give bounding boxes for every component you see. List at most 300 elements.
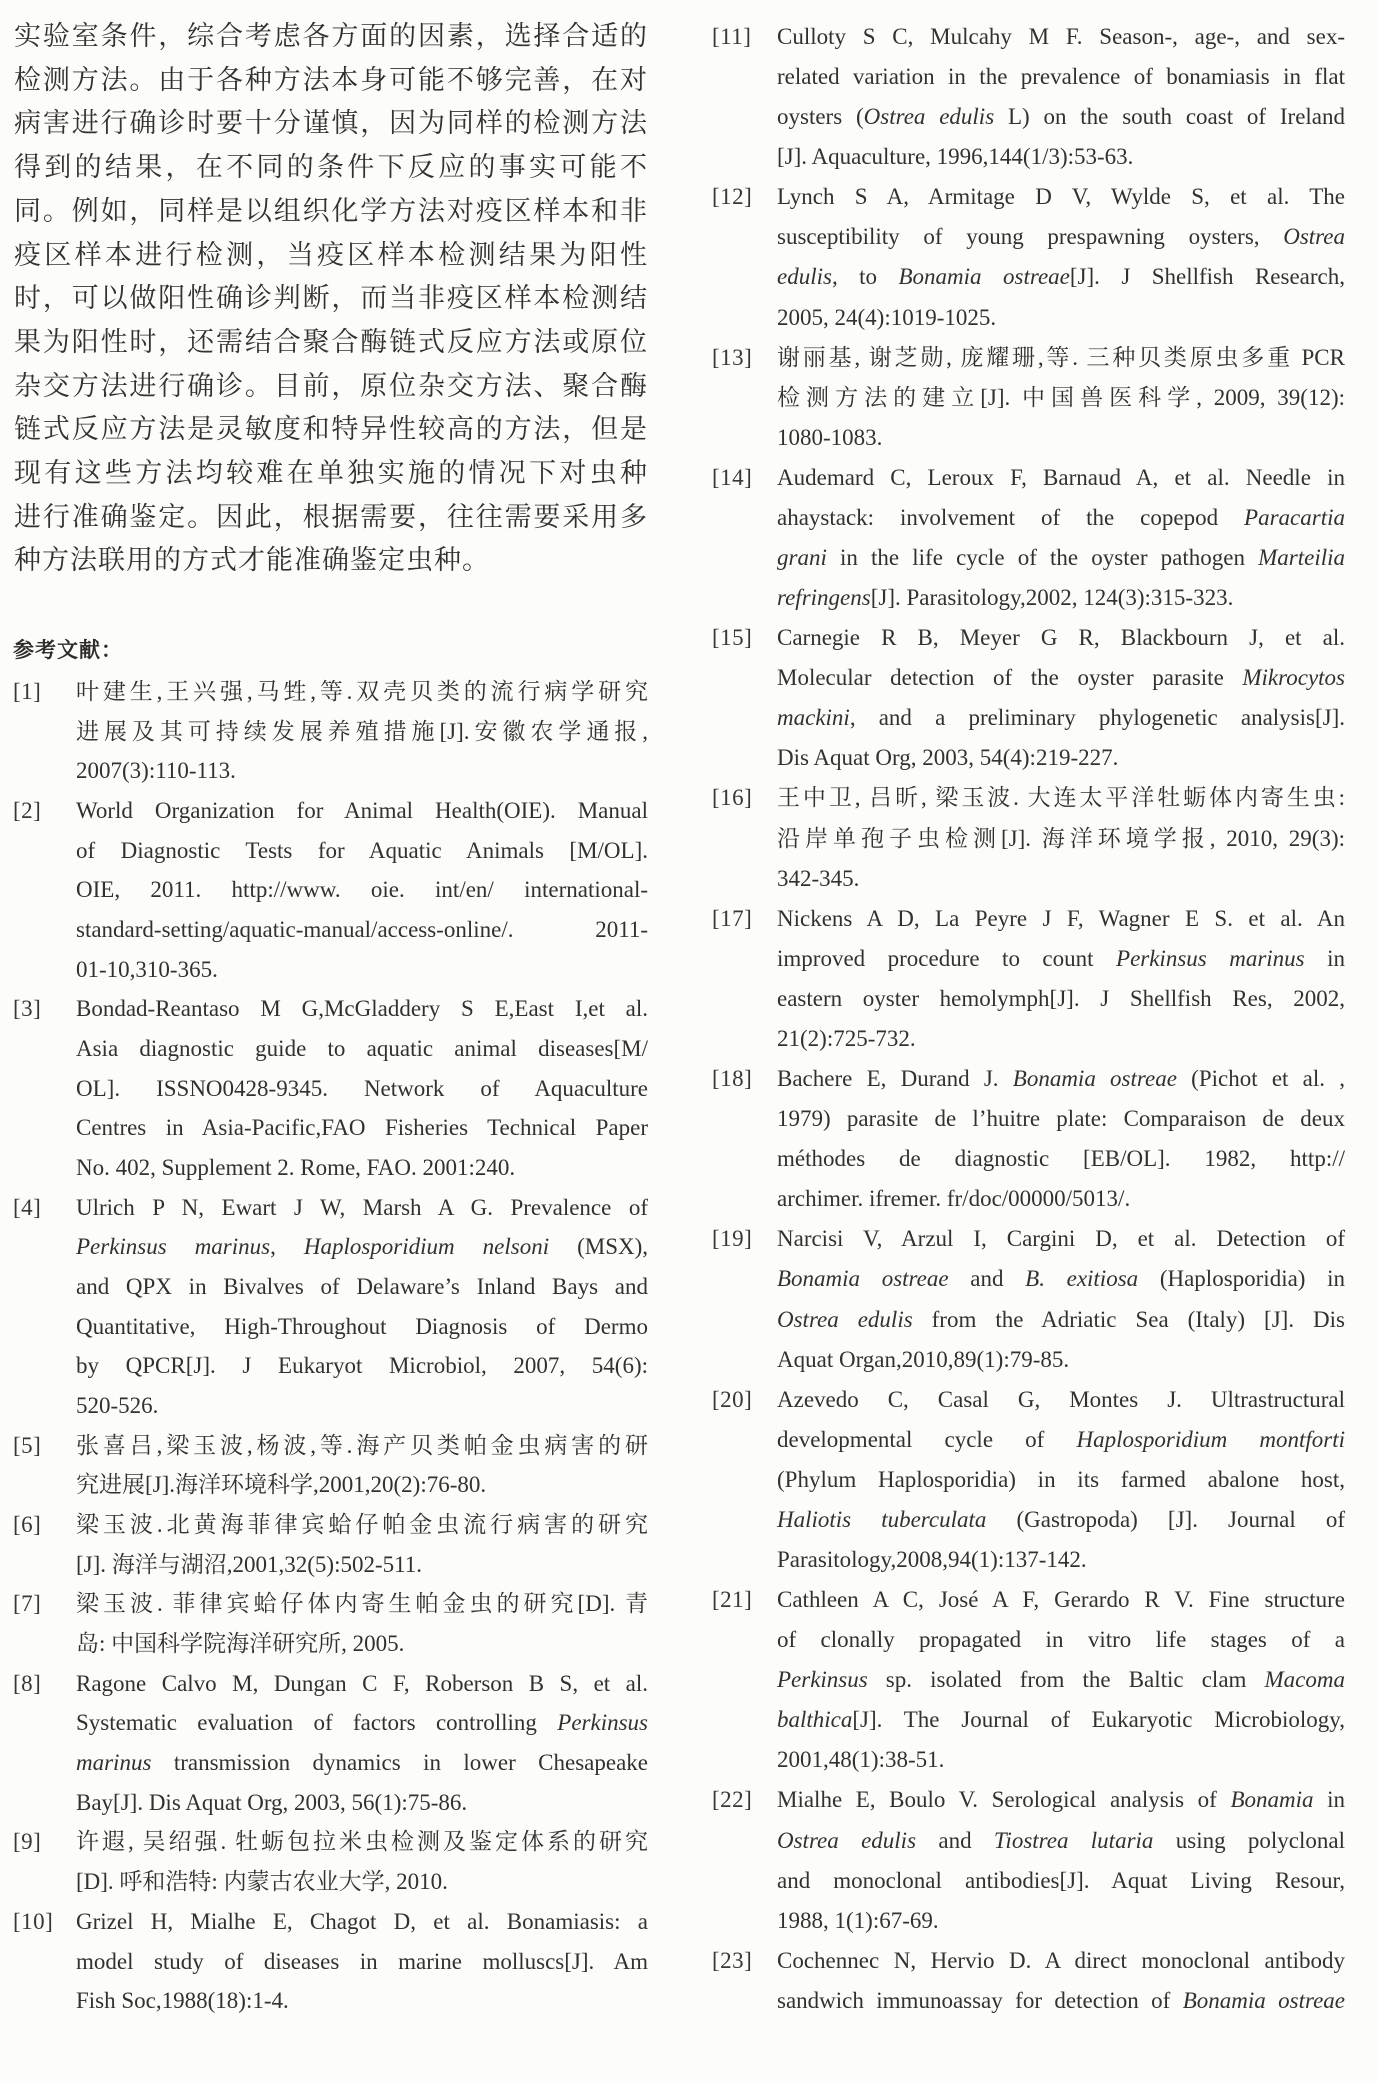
reference-line — [777, 738, 1345, 778]
reference-line — [777, 1420, 1345, 1460]
reference-line — [76, 1664, 648, 1704]
reference-entry — [712, 1580, 1345, 1780]
reference-line — [777, 698, 1345, 738]
reference-entry — [13, 1505, 648, 1584]
text-run: 张喜吕,梁玉波,杨波,等.海产贝类帕金虫病害的研 — [76, 1432, 648, 1458]
reference-line — [777, 458, 1345, 498]
reference-line — [76, 1545, 648, 1585]
reference-line — [76, 831, 648, 871]
italic-taxon-name: refringens — [777, 585, 871, 611]
text-run: and QPX in Bivalves of Delaware’s Inland Bays and — [76, 1274, 648, 1300]
text-run: Azevedo C, Casal G, Montes J. Ultrastructural — [777, 1386, 1345, 1412]
reference-line — [777, 298, 1345, 338]
reference-entry — [13, 1584, 648, 1663]
text-run: Bondad-Reantaso M G,McGladdery S E,East I,et al. — [76, 996, 648, 1022]
text-run: Cathleen A C, José A F, Gerardo R V. Fine structure — [777, 1587, 1345, 1613]
text-run: 检测方法的建立[J]. 中国兽医科学, 2009, 39(12): — [777, 384, 1345, 410]
reference-number: [7] — [13, 1591, 42, 1617]
reference-line — [76, 1942, 648, 1982]
text-run: Centres in Asia-Pacific,FAO Fisheries Technical Paper — [76, 1115, 648, 1141]
reference-line — [76, 1108, 648, 1148]
reference-line — [777, 859, 1345, 899]
reference-line — [777, 217, 1345, 257]
reference-number: [3] — [13, 996, 42, 1022]
reference-line — [76, 751, 648, 791]
text-run: 果为阳性时，还需结合聚合酶链式反应方法或原位 — [14, 326, 648, 358]
text-run: Fish Soc,1988(18):1-4. — [76, 1988, 289, 2014]
reference-line — [76, 791, 648, 831]
reference-text — [76, 1822, 648, 1901]
reference-entry — [712, 458, 1345, 618]
text-run: [J]. Aquaculture, 1996,144(1/3):53-63. — [777, 144, 1134, 170]
reference-line — [777, 1901, 1345, 1941]
body-text-line — [14, 277, 648, 321]
text-run: 2007(3):110-113. — [76, 758, 236, 784]
text-run: 许遐, 吴绍强. 牡蛎包拉米虫检测及鉴定体系的研究 — [76, 1829, 648, 1855]
italic-taxon-name: Tiostrea lutaria — [993, 1827, 1154, 1853]
reference-line — [76, 1188, 648, 1228]
text-run: 进行准确鉴定。因此，根据需要，往往需要采用多 — [14, 501, 648, 533]
reference-text — [777, 1059, 1345, 1219]
reference-line — [76, 1505, 648, 1545]
text-run: No. 402, Supplement 2. Rome, FAO. 2001:240. — [76, 1155, 516, 1181]
reference-text — [777, 1380, 1345, 1580]
reference-line — [777, 1780, 1345, 1820]
reference-text — [777, 17, 1345, 177]
reference-entry — [712, 618, 1345, 778]
reference-line — [777, 538, 1345, 578]
text-run: 岛: 中国科学院海洋研究所, 2005. — [76, 1631, 405, 1657]
italic-taxon-name: Ostrea edulis — [777, 1306, 913, 1332]
reference-line — [777, 498, 1345, 538]
reference-line — [777, 1019, 1345, 1059]
body-text-line — [14, 452, 648, 496]
text-run: Aquat Organ,2010,89(1):79-85. — [777, 1346, 1070, 1372]
reference-number: [20] — [712, 1386, 753, 1412]
body-text-line — [14, 321, 648, 365]
reference-entry — [13, 1426, 648, 1505]
reference-line — [777, 1540, 1345, 1580]
reference-line — [777, 57, 1345, 97]
text-run: 2005, 24(4):1019-1025. — [777, 304, 997, 330]
body-text-line — [14, 146, 648, 190]
text-run: 疫区样本进行检测，当疫区样本检测结果为阳性 — [14, 239, 648, 271]
reference-text — [76, 672, 648, 791]
reference-list-right-column — [712, 17, 1345, 2021]
text-run: [J]. Parasitology,2002, 124(3):315-323. — [870, 585, 1234, 611]
reference-entry — [13, 1902, 648, 2021]
reference-line — [777, 658, 1345, 698]
reference-line — [777, 899, 1345, 939]
reference-line — [777, 1259, 1345, 1299]
reference-text — [777, 1780, 1345, 1940]
reference-text — [777, 618, 1345, 778]
reference-text — [76, 1664, 648, 1823]
reference-line — [777, 979, 1345, 1019]
reference-text — [76, 1505, 648, 1584]
reference-text — [777, 1941, 1345, 2021]
reference-entry — [712, 1941, 1345, 2021]
text-run: 谢丽基, 谢芝勋, 庞耀珊,等. 三种贝类原虫多重 PCR — [777, 344, 1345, 370]
reference-entry — [712, 778, 1345, 898]
reference-text — [76, 1188, 648, 1426]
reference-line — [76, 1267, 648, 1307]
reference-line — [777, 97, 1345, 137]
reference-line — [777, 1300, 1345, 1340]
text-run: model study of diseases in marine molluscs[J]. Am — [76, 1948, 648, 1974]
italic-taxon-name: Haliotis tuberculata — [777, 1506, 987, 1532]
reference-line — [777, 1139, 1345, 1179]
reference-line — [76, 1386, 648, 1426]
text-run: (MSX), — [549, 1234, 649, 1260]
reference-text — [777, 177, 1345, 337]
italic-taxon-name: Bonamia ostreae — [898, 264, 1070, 290]
reference-line — [777, 1660, 1345, 1700]
text-run: Cochennec N, Hervio D. A direct monoclonal antibody — [777, 1947, 1345, 1973]
reference-line — [777, 1821, 1345, 1861]
reference-line — [777, 1059, 1345, 1099]
text-run: from the Adriatic Sea (Italy) [J]. Dis — [912, 1306, 1345, 1332]
text-run: and — [916, 1827, 994, 1853]
reference-line — [777, 1620, 1345, 1660]
body-text-line — [14, 539, 648, 583]
reference-line — [777, 1861, 1345, 1901]
reference-line — [777, 1981, 1345, 2021]
text-run: developmental cycle of — [777, 1426, 1077, 1452]
text-run: 时，可以做阳性确诊判断，而当非疫区样本检测结 — [14, 283, 648, 315]
reference-text — [777, 1580, 1345, 1780]
reference-line — [777, 1340, 1345, 1380]
reference-number: [5] — [13, 1432, 42, 1458]
italic-taxon-name: Paracartia — [1244, 504, 1345, 530]
text-run: [J]. J Shellfish Research, — [1069, 264, 1345, 290]
italic-taxon-name: Ostrea edulis — [777, 1827, 917, 1853]
reference-line — [76, 910, 648, 950]
reference-line — [76, 1346, 648, 1386]
reference-text — [777, 458, 1345, 618]
reference-line — [777, 1700, 1345, 1740]
text-run: Grizel H, Mialhe E, Chagot D, et al. Bonamiasis: a — [76, 1908, 648, 1934]
text-run: 得到的结果，在不同的条件下反应的事实可能不 — [14, 152, 648, 184]
text-run: Culloty S C, Mulcahy M F. Season-, age-, and sex- — [777, 24, 1345, 49]
reference-line — [777, 1500, 1345, 1540]
text-run: 王中卫, 吕昕, 梁玉波. 大连太平洋牡蛎体内寄生虫: — [777, 785, 1345, 811]
text-run: 520-526. — [76, 1393, 159, 1419]
reference-number: [11] — [712, 24, 752, 49]
body-text-line — [14, 15, 648, 59]
reference-text — [76, 1902, 648, 2021]
text-run: Quantitative, High-Throughout Diagnosis of Dermo — [76, 1313, 648, 1339]
text-run: Audemard C, Leroux F, Barnaud A, et al. Needle in — [777, 464, 1345, 490]
reference-entry — [13, 989, 648, 1187]
text-run: 究进展[J].海洋环境科学,2001,20(2):76-80. — [76, 1472, 487, 1498]
reference-line — [777, 378, 1345, 418]
reference-number: [16] — [712, 785, 753, 811]
text-run: Bay[J]. Dis Aquat Org, 2003, 56(1):75-86. — [76, 1789, 468, 1815]
reference-line — [777, 1099, 1345, 1139]
reference-number: [18] — [712, 1066, 753, 1092]
text-run: 1080-1083. — [777, 424, 883, 450]
body-paragraph — [14, 15, 648, 583]
text-run: 进展及其可持续发展养殖措施[J].安徽农学通报, — [76, 718, 648, 744]
text-run: Ulrich P N, Ewart J W, Marsh A G. Prevalence of — [76, 1194, 648, 1220]
text-run: [D]. 呼和浩特: 内蒙古农业大学, 2010. — [76, 1869, 448, 1895]
reference-entry — [712, 338, 1345, 458]
italic-taxon-name: Bonamia — [1230, 1787, 1314, 1813]
reference-line — [76, 1307, 648, 1347]
reference-number: [21] — [712, 1587, 753, 1613]
reference-entry — [13, 1664, 648, 1823]
text-run: Bachere E, Durand J. — [777, 1066, 1013, 1092]
text-run: , and a preliminary phylogenetic analysis[J]. — [849, 705, 1345, 731]
text-run: eastern oyster hemolymph[J]. J Shellfish Res, 2002, — [777, 985, 1345, 1011]
reference-line — [76, 1426, 648, 1466]
italic-taxon-name: Bonamia ostreae — [1012, 1066, 1177, 1092]
reference-text — [777, 899, 1345, 1059]
reference-number: [17] — [712, 905, 753, 931]
reference-entry — [712, 17, 1345, 177]
text-run: (Pichot et al. , — [1176, 1066, 1346, 1092]
reference-line — [777, 1380, 1345, 1420]
italic-taxon-name: B. exitiosa — [1025, 1266, 1139, 1292]
reference-text — [777, 778, 1345, 898]
reference-text — [76, 1426, 648, 1505]
body-text-line — [14, 408, 648, 452]
reference-number: [22] — [712, 1787, 753, 1813]
text-run: Ragone Calvo M, Dungan C F, Roberson B S, et al. — [76, 1670, 648, 1696]
reference-line — [777, 939, 1345, 979]
text-run: Dis Aquat Org, 2003, 54(4):219-227. — [777, 745, 1119, 771]
reference-number: [23] — [712, 1947, 753, 1973]
text-run: Parasitology,2008,94(1):137-142. — [777, 1546, 1087, 1572]
reference-number: [19] — [712, 1226, 753, 1252]
reference-number: [2] — [13, 798, 42, 824]
reference-entry — [712, 1780, 1345, 1940]
text-run: Mialhe E, Boulo V. Serological analysis of — [777, 1787, 1231, 1813]
italic-taxon-name: Mikrocytos — [1242, 665, 1345, 691]
text-run: improved procedure to count — [777, 945, 1117, 971]
reference-line — [777, 778, 1345, 818]
body-text-line — [14, 190, 648, 234]
text-run: Carnegie R B, Meyer G R, Blackbourn J, et al. — [777, 625, 1345, 651]
text-run: 杂交方法进行确诊。目前，原位杂交方法、聚合酶 — [14, 370, 648, 402]
reference-number: [8] — [13, 1670, 42, 1696]
reference-number: [1] — [13, 679, 42, 704]
reference-text — [777, 338, 1345, 458]
text-run: in — [1313, 1787, 1345, 1813]
italic-taxon-name: balthica — [777, 1707, 853, 1733]
reference-text — [777, 1219, 1345, 1379]
reference-entry — [712, 1380, 1345, 1580]
text-run: 梁玉波. 菲律宾蛤仔体内寄生帕金虫的研究[D]. 青 — [76, 1591, 648, 1617]
text-run: World Organization for Animal Health(OIE). Manual — [76, 798, 648, 824]
reference-number: [12] — [712, 184, 753, 210]
text-run: 21(2):725-732. — [777, 1025, 916, 1051]
text-run: 沿岸单孢子虫检测[J]. 海洋环境学报, 2010, 29(3): — [777, 825, 1345, 851]
text-run: related variation in the prevalence of bonamiasis in flat — [777, 64, 1345, 90]
italic-taxon-name: Haplosporidium montforti — [1076, 1426, 1345, 1452]
reference-list-left-column — [13, 672, 648, 2021]
text-run: susceptibility of young prespawning oysters, — [777, 224, 1284, 250]
text-run: sp. isolated from the Baltic clam — [867, 1667, 1265, 1693]
text-run: Lynch S A, Armitage D V, Wylde S, et al. The — [777, 184, 1345, 210]
text-run: 现有这些方法均较难在单独实施的情况下对虫种 — [14, 458, 648, 490]
reference-line — [76, 870, 648, 910]
text-run: 种方法联用的方式才能准确鉴定虫种。 — [14, 545, 490, 577]
body-text-line — [14, 234, 648, 278]
italic-taxon-name: Perkinsus marinus — [1116, 945, 1305, 971]
text-run: OL]. ISSNO0428-9345. Network of Aquaculture — [76, 1075, 648, 1101]
text-run: Nickens A D, La Peyre J F, Wagner E S. et al. An — [777, 905, 1345, 931]
text-run: archimer. ifremer. fr/doc/00000/5013/. — [777, 1186, 1131, 1212]
reference-line — [76, 1743, 648, 1783]
text-run: ahaystack: involvement of the copepod — [777, 504, 1245, 530]
reference-entry — [712, 177, 1345, 337]
text-run: , — [270, 1234, 304, 1260]
reference-line — [777, 1740, 1345, 1780]
reference-line — [76, 1069, 648, 1109]
italic-taxon-name: Perkinsus — [557, 1710, 648, 1736]
reference-line — [76, 1822, 648, 1862]
reference-line — [777, 1219, 1345, 1259]
reference-entry — [712, 1219, 1345, 1379]
text-run: and monoclonal antibodies[J]. Aquat Living Resour, — [777, 1867, 1345, 1893]
italic-taxon-name: mackini — [777, 705, 850, 731]
reference-number: [4] — [13, 1194, 42, 1220]
reference-line — [76, 1465, 648, 1505]
text-run: of Diagnostic Tests for Aquatic Animals [M/OL]. — [76, 837, 648, 863]
text-run: 实验室条件，综合考虑各方面的因素，选择合适的 — [14, 21, 648, 52]
text-run: , to — [831, 264, 899, 290]
text-run: 01-10,310-365. — [76, 956, 218, 982]
reference-text — [76, 989, 648, 1187]
text-run: [J]. The Journal of Eukaryotic Microbiology, — [852, 1707, 1345, 1733]
reference-line — [76, 950, 648, 990]
text-run: and — [948, 1266, 1026, 1292]
text-run: (Phylum Haplosporidia) in its farmed abalone host, — [777, 1466, 1345, 1492]
text-run: OIE, 2011. http://www. oie. int/en/ international- — [76, 877, 648, 903]
italic-taxon-name: Macoma — [1264, 1667, 1345, 1693]
body-text-line — [14, 102, 648, 146]
text-run: 1979) parasite de l’huitre plate: Comparaison de deux — [777, 1106, 1345, 1132]
reference-entry — [13, 1822, 648, 1901]
body-text-line — [14, 365, 648, 409]
text-run: 病害进行确诊时要十分谨慎，因为同样的检测方法 — [14, 108, 648, 140]
italic-taxon-name: Bonamia ostreae — [1182, 1987, 1346, 2013]
reference-text — [76, 791, 648, 989]
italic-taxon-name: Ostrea edulis — [863, 104, 995, 130]
reference-line — [76, 1862, 648, 1902]
text-run: 342-345. — [777, 865, 860, 891]
reference-line — [76, 1902, 648, 1942]
body-text-line — [14, 59, 648, 103]
text-run: L) on the south coast of Ireland — [994, 104, 1345, 130]
reference-number: [13] — [712, 344, 753, 370]
italic-taxon-name: Ostrea — [1283, 224, 1345, 250]
reference-line — [777, 1580, 1345, 1620]
text-run: méthodes de diagnostic [EB/OL]. 1982, http:// — [777, 1146, 1345, 1172]
italic-taxon-name: Bonamia ostreae — [777, 1266, 949, 1292]
italic-taxon-name: Haplosporidium nelsoni — [303, 1234, 550, 1260]
italic-taxon-name: Perkinsus — [777, 1667, 868, 1693]
text-run: Asia diagnostic guide to aquatic animal diseases[M/ — [76, 1036, 648, 1062]
text-run: of clonally propagated in vitro life stages of a — [777, 1627, 1345, 1653]
text-run: 检测方法。由于各种方法本身可能不够完善，在对 — [14, 64, 648, 96]
reference-number: [15] — [712, 625, 753, 651]
text-run: by QPCR[J]. J Eukaryot Microbiol, 2007, 54(6): — [76, 1353, 648, 1379]
reference-entry — [13, 1188, 648, 1426]
text-run: in — [1304, 945, 1345, 971]
text-run: transmission dynamics in lower Chesapeake — [151, 1750, 648, 1776]
body-text-line — [14, 496, 648, 540]
text-run: using polyclonal — [1153, 1827, 1346, 1853]
text-run: 叶建生,王兴强,马甡,等.双壳贝类的流行病学研究 — [76, 679, 648, 704]
reference-entry — [13, 791, 648, 989]
reference-entry — [13, 672, 648, 791]
text-run: 同。例如，同样是以组织化学方法对疫区样本和非 — [14, 195, 648, 227]
reference-line — [76, 1703, 648, 1743]
text-run: 1988, 1(1):67-69. — [777, 1907, 939, 1933]
reference-line — [777, 338, 1345, 378]
text-run: in the life cycle of the oyster pathogen — [826, 545, 1259, 571]
reference-line — [777, 137, 1345, 177]
reference-line — [76, 989, 648, 1029]
reference-line — [777, 1460, 1345, 1500]
reference-line — [76, 1783, 648, 1823]
reference-line — [76, 1981, 648, 2021]
italic-taxon-name: grani — [777, 545, 827, 571]
reference-line — [777, 578, 1345, 618]
reference-line — [76, 1584, 648, 1624]
text-run: standard-setting/aquatic-manual/access-online/. 2011- — [76, 917, 648, 943]
reference-line — [76, 1227, 648, 1267]
reference-line — [777, 177, 1345, 217]
reference-line — [76, 1029, 648, 1069]
text-run: 链式反应方法是灵敏度和特异性较高的方法，但是 — [14, 414, 648, 446]
reference-number: [14] — [712, 464, 753, 490]
text-run: Molecular detection of the oyster parasite — [777, 665, 1243, 691]
reference-number: [6] — [13, 1512, 42, 1538]
text-run: (Haplosporidia) in — [1138, 1266, 1346, 1292]
reference-number: [9] — [13, 1829, 42, 1855]
reference-line — [777, 1179, 1345, 1219]
text-run: [J]. 海洋与湖沼,2001,32(5):502-511. — [76, 1551, 423, 1577]
italic-taxon-name: Marteilia — [1258, 545, 1345, 571]
reference-line — [777, 418, 1345, 458]
text-run: oysters ( — [777, 104, 864, 130]
reference-number: [10] — [13, 1908, 54, 1934]
references-heading: 参考文献： — [13, 638, 123, 662]
text-run: 梁玉波.北黄海菲律宾蛤仔帕金虫流行病害的研究 — [76, 1512, 648, 1538]
reference-line — [777, 17, 1345, 57]
reference-entry — [712, 1059, 1345, 1219]
reference-line — [76, 672, 648, 712]
reference-text — [76, 1584, 648, 1663]
reference-line — [777, 1941, 1345, 1981]
text-run: Systematic evaluation of factors controlling — [76, 1710, 558, 1736]
reference-line — [76, 712, 648, 752]
text-run: 2001,48(1):38-51. — [777, 1747, 945, 1773]
italic-taxon-name: edulis — [777, 264, 832, 290]
reference-line — [76, 1624, 648, 1664]
reference-line — [777, 257, 1345, 297]
italic-taxon-name: marinus — [76, 1750, 152, 1776]
text-run: (Gastropoda) [J]. Journal of — [986, 1506, 1346, 1532]
text-run: sandwich immunoassay for detection of — [777, 1987, 1183, 2013]
reference-line — [76, 1148, 648, 1188]
reference-line — [777, 618, 1345, 658]
italic-taxon-name: Perkinsus marinus — [76, 1234, 271, 1260]
